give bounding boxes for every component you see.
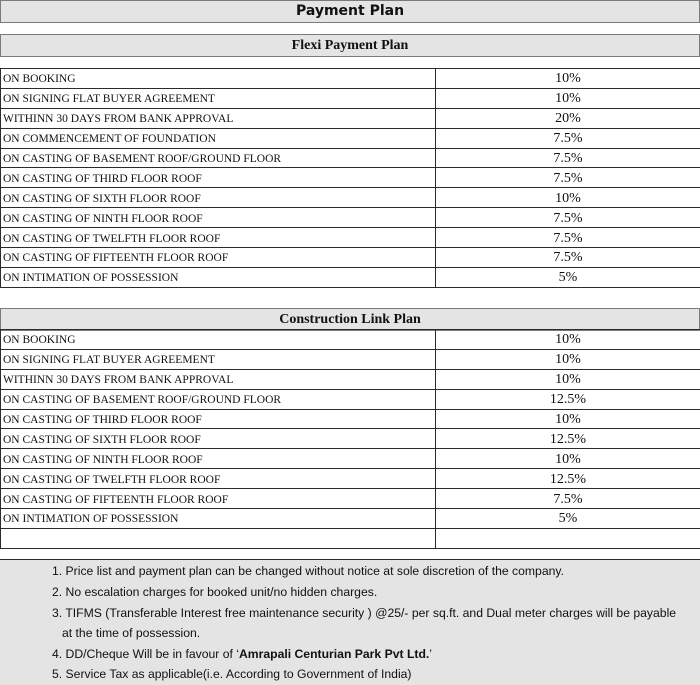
table-row	[1, 509, 700, 529]
flexi-plan-table	[0, 68, 700, 288]
note-3-continued: at the time of possession.	[62, 626, 200, 640]
stage-cell: ON SIGNING FLAT BUYER AGREEMENT	[1, 88, 436, 108]
percentage-cell: 5%	[436, 267, 700, 287]
table-row	[1, 208, 700, 228]
table-row	[1, 389, 700, 409]
table-row	[1, 449, 700, 469]
table-row	[1, 168, 700, 188]
table-row	[1, 409, 700, 429]
table-row	[1, 128, 700, 148]
percentage-cell: 7.5%	[436, 168, 700, 188]
percentage-cell: 10%	[436, 409, 700, 429]
table-row	[1, 330, 700, 350]
stage-cell: ON CASTING OF FIFTEENTH FLOOR ROOF	[1, 248, 436, 268]
percentage-cell: 10%	[436, 69, 700, 89]
percentage-cell: 10%	[436, 88, 700, 108]
percentage-cell: 7.5%	[436, 248, 700, 268]
stage-cell: ON BOOKING	[1, 330, 436, 350]
flexi-plan-heading: Flexi Payment Plan	[0, 34, 700, 57]
stage-cell: ON CASTING OF SIXTH FLOOR ROOF	[1, 429, 436, 449]
percentage-cell: 10%	[436, 188, 700, 208]
stage-cell: ON CASTING OF SIXTH FLOOR ROOF	[1, 188, 436, 208]
stage-cell: ON CASTING OF FIFTEENTH FLOOR ROOF	[1, 489, 436, 509]
percentage-cell: 7.5%	[436, 208, 700, 228]
stage-cell	[1, 528, 436, 548]
construction-plan-table	[0, 329, 700, 549]
note-3: 3. TIFMS (Transferable Interest free maintenance security ) @25/- per sq.ft. and Dual meter charges will be payable	[52, 606, 676, 620]
stage-cell: ON CASTING OF THIRD FLOOR ROOF	[1, 409, 436, 429]
stage-cell: ON CASTING OF NINTH FLOOR ROOF	[1, 449, 436, 469]
percentage-cell: 7.5%	[436, 128, 700, 148]
percentage-cell: 10%	[436, 369, 700, 389]
percentage-cell: 12.5%	[436, 389, 700, 409]
stage-cell: ON BOOKING	[1, 69, 436, 89]
table-row	[1, 267, 700, 287]
percentage-cell: 7.5%	[436, 489, 700, 509]
note-4-suffix: ’	[429, 647, 432, 661]
construction-plan-heading: Construction Link Plan	[0, 308, 700, 331]
note-4	[52, 647, 432, 661]
company-name: Amrapali Centurian Park Pvt Ltd.	[239, 647, 429, 661]
table-row	[1, 528, 700, 548]
percentage-cell: 10%	[436, 349, 700, 369]
note-5: 5. Service Tax as applicable(i.e. According to Government of India)	[52, 667, 412, 681]
table-row	[1, 228, 700, 248]
percentage-cell: 12.5%	[436, 469, 700, 489]
note-2: 2. No escalation charges for booked unit/no hidden charges.	[52, 585, 377, 599]
note-1: 1. Price list and payment plan can be changed without notice at sole discretion of the company.	[52, 564, 564, 578]
percentage-cell: 10%	[436, 449, 700, 469]
table-row	[1, 69, 700, 89]
notes-section	[0, 559, 700, 685]
stage-cell: ON CASTING OF TWELFTH FLOOR ROOF	[1, 469, 436, 489]
stage-cell: ON SIGNING FLAT BUYER AGREEMENT	[1, 349, 436, 369]
table-row	[1, 248, 700, 268]
percentage-cell: 20%	[436, 108, 700, 128]
stage-cell: ON INTIMATION OF POSSESSION	[1, 509, 436, 529]
percentage-cell: 7.5%	[436, 228, 700, 248]
percentage-cell: 12.5%	[436, 429, 700, 449]
table-row	[1, 489, 700, 509]
stage-cell: ON CASTING OF TWELFTH FLOOR ROOF	[1, 228, 436, 248]
percentage-cell: 7.5%	[436, 148, 700, 168]
table-row	[1, 148, 700, 168]
table-row	[1, 108, 700, 128]
stage-cell: WITHINN 30 DAYS FROM BANK APPROVAL	[1, 108, 436, 128]
percentage-cell: 10%	[436, 330, 700, 350]
stage-cell: ON CASTING OF NINTH FLOOR ROOF	[1, 208, 436, 228]
percentage-cell: 5%	[436, 509, 700, 529]
table-row	[1, 88, 700, 108]
stage-cell: ON CASTING OF BASEMENT ROOF/GROUND FLOOR	[1, 148, 436, 168]
stage-cell: WITHINN 30 DAYS FROM BANK APPROVAL	[1, 369, 436, 389]
note-4-prefix: 4. DD/Cheque Will be in favour of ‘	[52, 647, 239, 661]
table-row	[1, 188, 700, 208]
stage-cell: ON CASTING OF THIRD FLOOR ROOF	[1, 168, 436, 188]
page-title: Payment Plan	[0, 0, 700, 23]
percentage-cell	[436, 528, 700, 548]
table-row	[1, 429, 700, 449]
stage-cell: ON COMMENCEMENT OF FOUNDATION	[1, 128, 436, 148]
table-row	[1, 469, 700, 489]
stage-cell: ON CASTING OF BASEMENT ROOF/GROUND FLOOR	[1, 389, 436, 409]
table-row	[1, 349, 700, 369]
stage-cell: ON INTIMATION OF POSSESSION	[1, 267, 436, 287]
table-row	[1, 369, 700, 389]
